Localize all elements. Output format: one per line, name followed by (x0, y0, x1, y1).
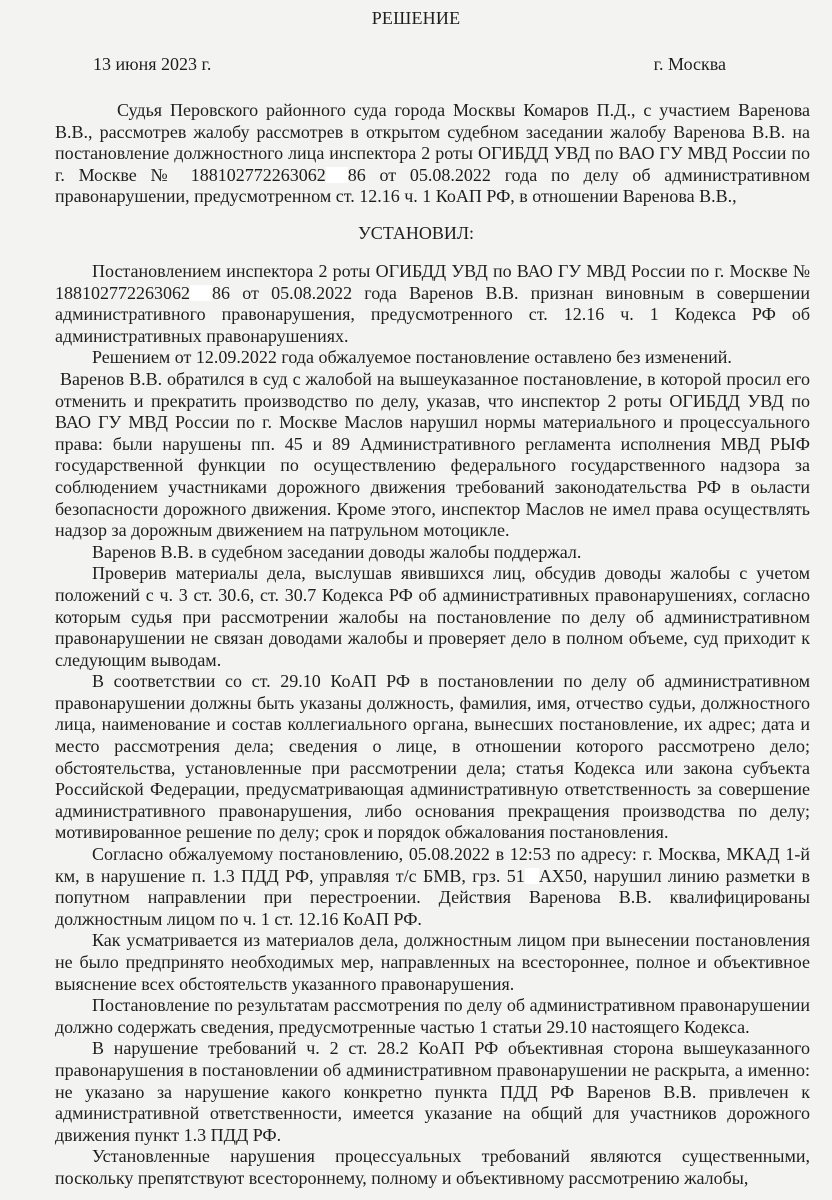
redaction-box (525, 868, 539, 884)
document-city: г. Москва (653, 54, 726, 74)
redaction-box (326, 167, 348, 183)
paragraph: Варенов В.В. в судебном заседании доводы жалобы поддержал. (92, 541, 582, 562)
redaction-box (190, 285, 212, 301)
paragraph: Как усматривается из материалов дела, должностным лицом при вынесении постановления не было предпринято необходимых мер, направленных на всестороннее, полное и объективное выяснение всех обстоятельств указанного правонарушения. (55, 930, 810, 994)
paragraph: Установленные нарушения процессуальных требований являются существенными, поскольку препятствуют всестороннему, полному и объективному рассмотрению жалобы, (55, 1146, 810, 1188)
paragraph: В соответствии со ст. 29.10 КоАП РФ в постановлении по делу об административном правонарушении должны быть указаны должность, фамилия, имя, отчество судьи, должностного лица, наименование и состав коллегиального органа, вынесших постановление, их адрес; дата и место рассмотрения дела; сведения о лице, в отношении которого рассмотрено дело; обстоятельства, установленные при рассмотрении дела; статья Кодекса или закона субъекта Российской Федерации, предусматривающая административную ответственность за совершение административного правонарушения, либо основания прекращения производства по делу; мотивированное решение по делу; срок и порядок обжалования постановления. (55, 671, 810, 843)
paragraph: Варенов В.В. обратился в суд с жалобой на вышеуказанное постановление, в которой просил его отменить и прекратить производство по делу, указав, что инспектор 2 роты ОГИБДД УВД по ВАО ГУ МВД России по г. Москве Маслов нарушил нормы материального и процессуального права: были нарушены пп. 45 и 89 Административного регламента исполнения МВД РЫФ государственной функции по осуществлению федерального государственного надзора за соблюдением участниками дорожного движения требований законодательства РФ в оьласти безопасности дорожного движения. Кроме этого, инспектор Маслов не имел права осуществлять надзор за дорожным движением на патрульном мотоцикле. (55, 368, 810, 541)
text-segment: 86 от 05.08.2022 года по делу об административном правонарушении, предусмотренном ст. 12.16 ч. 1 КоАП РФ, в отношении Варенова В.В., (55, 164, 810, 207)
text-segment: 86 от 05.08.2022 года Варенов В.В. признан виновным в совершении административного правонарушения, предусмотренного ст. 12.16 ч. 1 Кодекса РФ об административных правонарушениях. (55, 282, 810, 346)
paragraph (55, 844, 810, 930)
text-segment: Судья Перовского районного суда города Москвы Комаров П.Д., с участием Варенова В.В., рассмотрев жалобу рассмотрев в открытом судебном заседании жалобу Варенова В.В. на постановление должностного лица инспектора 2 роты ОГИБДД УВД по ВАО ГУ МВД России по г. Москве № 188102772263062 (55, 100, 810, 185)
section-heading: УСТАНОВИЛ: (357, 223, 475, 243)
text-segment: АХ50, нарушил линию разметки в попутном направлении при перестроении. Действия Варенова В.В. квалифицированы должностным лицом по ч. 1 ст. 12.16 КоАП РФ. (55, 865, 811, 929)
paragraph: Проверив материалы дела, выслушав явившихся лиц, обсудив доводы жалобы с учетом положений с ч. 3 ст. 30.6, ст. 30.7 Кодекса РФ об административных правонарушениях, согласно которым судья при рассмотрении жалобы на постановление по делу об административном правонарушении не связан доводами жалобы и проверяет дело в полном объеме, суд приходит к следующим выводам. (55, 563, 810, 670)
intro-paragraph (55, 100, 810, 208)
document-date: 13 июня 2023 г. (93, 54, 212, 74)
text-segment: Постановлением инспектора 2 роты ОГИБДД УВД по ВАО ГУ МВД России по г. Москве № 188102772263062 (55, 261, 810, 303)
main-section (55, 261, 810, 1190)
date-line (93, 54, 726, 76)
intro-section (55, 100, 810, 208)
text-segment: Согласно обжалуемому постановлению, 05.08.2022 в 12:53 по адресу: г. Москва, МКАД 1-й км, в нарушение п. 1.3 ПДД РФ, управляя т/с БМВ, грз. 51 (55, 844, 810, 886)
paragraph: Решением от 12.09.2022 года обжалуемое постановление оставлено без изменений. (92, 347, 732, 368)
paragraph (55, 261, 810, 347)
paragraph: Постановление по результатам рассмотрения по делу об административном правонарушении должно содержать сведения, предусмотренные частью 1 статьи 29.10 настоящего Кодекса. (55, 995, 810, 1037)
paragraph: В нарушение требований ч. 2 ст. 28.2 КоАП РФ объективная сторона вышеуказанного правонарушения в постановлении об административном правонарушении не раскрыта, а именно: не указано за нарушение какого конкретно пункта ПДД РФ Варенов В.В. привлечен к административной ответственности, имеется указание на общий для участников дорожного движения пункт 1.3 ПДД РФ. (55, 1038, 810, 1145)
document-title: РЕШЕНИЕ (371, 8, 461, 28)
